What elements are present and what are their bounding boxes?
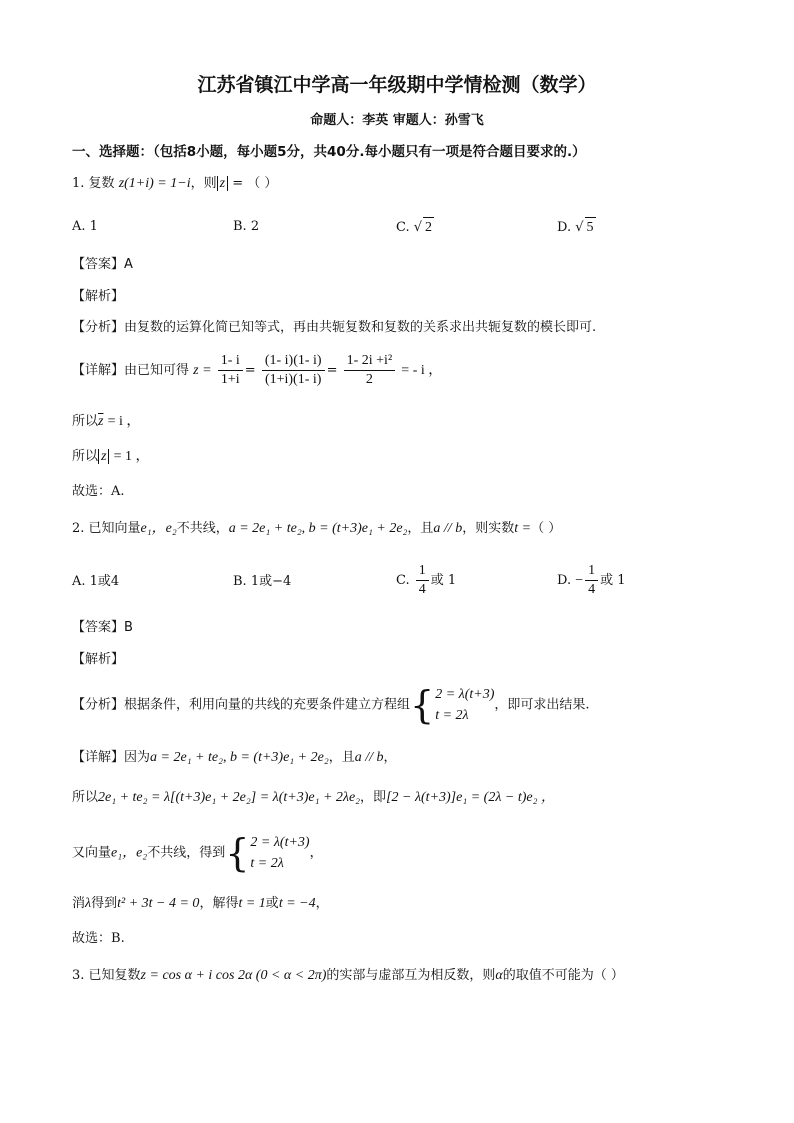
q1-choose: 故选：A. [72, 484, 125, 499]
q1-answer: 【答案】A [72, 257, 133, 272]
q2-detail: 【详解】因为a = 2e₁ + te₂, b = (t+3)e₁ + 2e₂，且a // b， [72, 750, 397, 765]
q1-option-b: B. 2 [233, 219, 260, 234]
q2-answer: 【答案】B [72, 620, 133, 635]
q2-option-c: C. $\frac{1}{4}$ 或 1 [396, 563, 457, 597]
q1-frac-2: $\frac{(1- i)(1- i)}{(1+i)(1- i)}$ [262, 352, 325, 389]
q1-frac-3: $\frac{\text{1- 2i +i²}}{2}$ [344, 352, 396, 389]
q2-derivation: 所以2e₁ + te₂ = λ[(t+3)e₁ + 2e₂] = λ(t+3)e₁ + 2λe₂，即[2 − λ(t+3)]e₁ = (2λ − t)e₂ ， [72, 790, 555, 805]
q2-choose: 故选：B. [72, 931, 125, 946]
q1-option-d: D. √ 5 [557, 217, 596, 238]
q2-eliminate: 消λ得到t² + 3t − 4 = 0，解得t = 1或t = −4， [72, 896, 329, 911]
authors-line: 命题人：李英 审题人：孙雪飞 [310, 113, 484, 128]
q3-stem: 3. 已知复数z = cos α + i cos 2α (0 < α < 2π)的实部与虚部互为相反数，则α的取值不可能为（ ） [72, 968, 624, 983]
q1-detail: 【详解】由已知可得 z = $\frac{1- i}{1+i}$ = $\frac{(1- i)(1- i)}{(1+i)(1- i)}$ = $\frac{\text{1- 2i +i²}}{2}$ = - i ， [72, 353, 443, 387]
q1-option-c: C. √ 2 [396, 217, 434, 238]
q1-abs-z: z [217, 176, 228, 191]
q1-frac-1: $\frac{1- i}{1+i}$ [218, 352, 243, 389]
q1-option-c-sqrt: 2 [423, 217, 434, 238]
q1-mid-text: ，则 [190, 176, 217, 191]
q1-option-a: A. 1 [72, 219, 98, 234]
section-heading: 一、选择题：（包括8小题，每小题5分，共40分.每小题只有一项是符合题目要求的.） [72, 144, 586, 160]
q1-bracket: = （ ） [232, 176, 278, 191]
q1-fenxi: 【分析】由复数的运算化简已知等式，再由共轭复数和复数的关系求出共轭复数的模长即可. [72, 320, 597, 335]
q1-analysis-label: 【解析】 [72, 289, 125, 304]
page-title: 江苏省镇江中学高一年级期中学情检测（数学） [197, 74, 597, 96]
q2-fenxi: 【分析】根据条件，利用向量的共线的充要条件建立方程组{ 2 = λ(t+3) t = 2λ ，即可求出结果. [72, 683, 590, 727]
q1-expression: z(1+i) = 1−i [118, 176, 191, 191]
q1-stem [72, 174, 277, 194]
q2-option-a: A. 1或4 [72, 574, 120, 589]
q1-conj: 所以$\overline{z} = i$ ， [72, 414, 141, 429]
q2-option-d: D. − $\frac{1}{4}$ 或 1 [557, 563, 626, 597]
q2-system: 又向量e₁，e₂不共线，得到{ 2 = λ(t+3) t = 2λ ， [72, 831, 323, 875]
q2-stem: 2. 已知向量e₁，e₂不共线，a = 2e₁ + te₂, b = (t+3)e₁ + 2e₂，且a // b，则实数t =（ ） [72, 521, 562, 536]
q2-option-b: B. 1或−4 [233, 574, 292, 589]
q1-modulus: 所以 z = 1 ， [72, 449, 150, 464]
q2-analysis-label: 【解析】 [72, 652, 125, 667]
q1-option-d-sqrt: 5 [585, 217, 596, 238]
q1-number: 1. 复数 [72, 176, 115, 191]
